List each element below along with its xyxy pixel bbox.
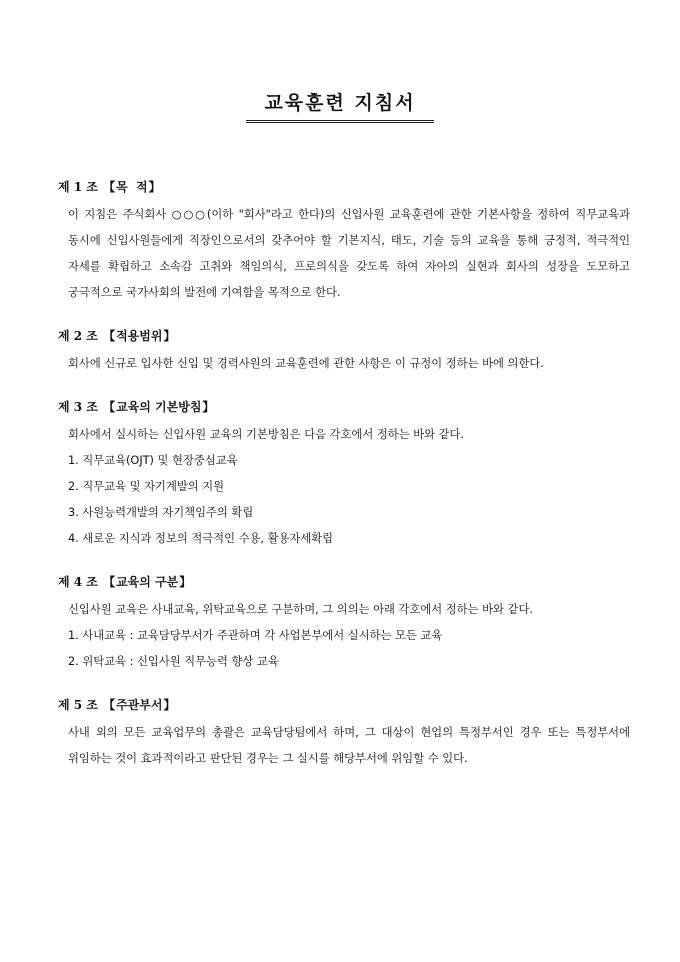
article-5 <box>58 696 630 772</box>
list-item: 4. 새로운 지식과 정보의 적극적인 수용, 활용자세확립 <box>68 532 334 545</box>
article-heading <box>58 573 630 591</box>
article-title: 주관부서 <box>116 698 163 712</box>
page-title-wrapper <box>0 88 680 123</box>
article-2 <box>58 327 630 377</box>
article-4 <box>58 573 630 675</box>
article-title: 적용범위 <box>116 329 163 343</box>
article-number: 제 3 조 <box>58 400 98 414</box>
article-number: 제 2 조 <box>58 329 98 343</box>
article-title: 목 적 <box>116 180 148 194</box>
list-item: 3. 사원능력개발의 자기책임주의 확립 <box>68 506 254 519</box>
article-heading <box>58 178 630 196</box>
bracket-close: 】 <box>202 400 215 414</box>
article-heading <box>58 398 630 416</box>
bracket-open: 【 <box>103 575 116 589</box>
article-heading <box>58 327 630 345</box>
bracket-open: 【 <box>103 400 116 414</box>
article-paragraph: 회사에서 실시하는 신입사원 교육의 기본방침은 다음 각호에서 정하는 바와 같다. <box>68 428 465 441</box>
article-3 <box>58 398 630 552</box>
article-paragraph: 회사에 신규로 입사한 신입 및 경력사원의 교육훈련에 관한 사항은 이 규정이 정하는 바에 의한다. <box>68 357 544 370</box>
article-paragraph: 신입사원 교육은 사내교육, 위탁교육으로 구분하며, 그 의의는 아래 각호에서 정하는 바와 같다. <box>68 603 533 616</box>
article-paragraph: 사내 외의 모든 교육업무의 총괄은 교육담당팀에서 하며, 그 대상이 현업의 특정부서인 경우 또는 특정부서에 위임하는 것이 효과적이라고 판단된 경우는 그 실시를 해당부서에 위임할 수 있다. <box>68 726 630 765</box>
article-paragraph: 이 지침은 주식회사 ○○○(이하 "회사"라고 한다)의 신입사원 교육훈련에 관한 기본사항을 정하여 직무교육과 동시에 신입사원들에게 직장인으로서의 갖추어야 할 기본지식, 태도, 기술 등의 교육을 통해 긍정적, 적극적인 자세를 확립하고 소속감 고취와 책임의식, 프로의식을 갖도록 하여 자아의 실현과 회사의 성장을 도모하고 궁극적으로 국가사회의 발전에 기여함을 목적으로 한다. <box>68 208 630 299</box>
article-title: 교육의 기본방침 <box>116 400 202 414</box>
bracket-close: 】 <box>163 329 176 343</box>
bracket-open: 【 <box>103 698 116 712</box>
bracket-close: 】 <box>148 180 161 194</box>
list-item: 1. 직무교육(OJT) 및 현장중심교육 <box>68 454 238 467</box>
bracket-open: 【 <box>103 180 116 194</box>
article-number: 제 4 조 <box>58 575 98 589</box>
list-item: 2. 직무교육 및 자기계발의 지원 <box>68 480 225 493</box>
bracket-close: 】 <box>163 698 176 712</box>
list-item: 2. 위탁교육 : 신입사원 직무능력 향상 교육 <box>68 655 279 668</box>
article-number: 제 5 조 <box>58 698 98 712</box>
article-1 <box>58 178 630 306</box>
bracket-close: 】 <box>179 575 192 589</box>
articles-body <box>58 178 630 793</box>
article-number: 제 1 조 <box>58 180 98 194</box>
list-item: 1. 사내교육 : 교육담당부서가 주관하며 각 사업본부에서 실시하는 모든 교육 <box>68 629 443 642</box>
bracket-open: 【 <box>103 329 116 343</box>
article-heading <box>58 696 630 714</box>
article-title: 교육의 구분 <box>116 575 179 589</box>
page-title: 교육훈련 지침서 <box>246 88 433 123</box>
